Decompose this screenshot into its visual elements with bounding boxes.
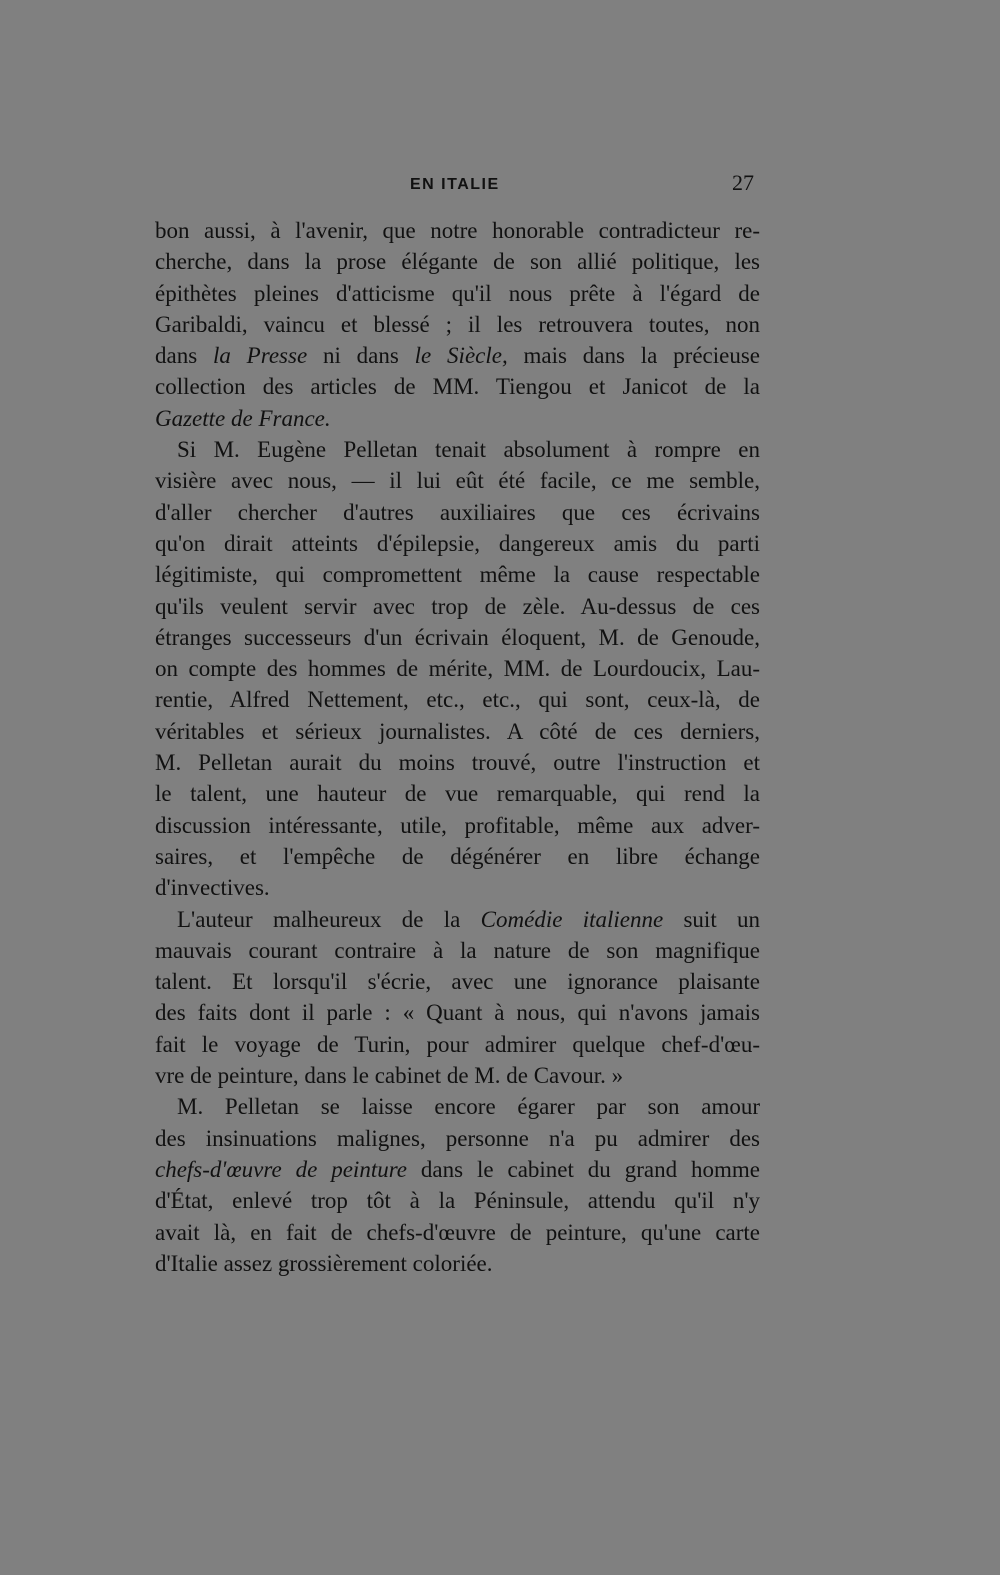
text-line: vre de peinture, dans le cabinet de M. de Cavour. » xyxy=(155,1063,624,1089)
text-line: véritables et sérieux journalistes. A côté de ces derniers, xyxy=(155,718,760,744)
text-line xyxy=(155,403,760,434)
text-line: collection des articles de MM. Tiengou et Janicot de la xyxy=(155,374,760,400)
text-line: M. Pelletan aurait du moins trouvé, outre l'instruction et xyxy=(155,750,760,776)
italic-phrase: chefs-d'œuvre de peinture xyxy=(155,1156,408,1182)
italic-title: Comédie italienne xyxy=(480,906,664,932)
text-line: dans la Presse ni dans le Siècle, mais dans la précieuse xyxy=(155,343,760,369)
running-head xyxy=(156,170,756,200)
text-line: rentie, Alfred Nettement, etc., etc., qui sont, ceux-là, de xyxy=(155,687,760,713)
text-line: d'aller chercher d'autres auxiliaires que ces écrivains xyxy=(155,499,760,525)
body-text xyxy=(155,215,760,1279)
text-line: visière avec nous, — il lui eût été facile, ce me semble, xyxy=(155,468,760,494)
text-line: avait là, en fait de chefs-d'œuvre de peinture, qu'une carte xyxy=(155,1219,760,1245)
text-line: talent. Et lorsqu'il s'écrie, avec une ignorance plaisante xyxy=(155,969,760,995)
text-line: saires, et l'empêche de dégénérer en libre échange xyxy=(155,843,760,869)
text-line: fait le voyage de Turin, pour admirer quelque chef-d'œu- xyxy=(155,1031,760,1057)
text-line: L'auteur malheureux de la Comédie italienne suit un xyxy=(177,906,760,932)
text-line: Si M. Eugène Pelletan tenait absolument à rompre en xyxy=(177,437,760,463)
text-line: légitimiste, qui compromettent même la cause respectable xyxy=(155,562,760,588)
text-line: épithètes pleines d'atticisme qu'il nous prête à l'égard de xyxy=(155,280,760,306)
text-line: d'État, enlevé trop tôt à la Péninsule, attendu qu'il n'y xyxy=(155,1188,760,1214)
text-line: Garibaldi, vaincu et blessé ; il les retrouvera toutes, non xyxy=(155,311,760,337)
text-line: des insinuations malignes, personne n'a pu admirer des xyxy=(155,1125,760,1151)
italic-title: le Siècle, xyxy=(414,343,508,369)
text-line: M. Pelletan se laisse encore égarer par son amour xyxy=(177,1094,760,1120)
text-line: cherche, dans la prose élégante de son allié politique, les xyxy=(155,249,760,275)
text-line: qu'ils veulent servir avec trop de zèle. Au-dessus de ces xyxy=(155,593,760,619)
italic-title: la Presse xyxy=(212,343,308,369)
text-line: des faits dont il parle : « Quant à nous, qui n'avons jamais xyxy=(155,1000,760,1026)
italic-title: Gazette de France. xyxy=(155,405,331,431)
text-line: mauvais courant contraire à la nature de son magnifique xyxy=(155,937,760,963)
text-line: chefs-d'œuvre de peinture dans le cabinet du grand homme xyxy=(155,1156,760,1182)
text-line: bon aussi, à l'avenir, que notre honorable contradicteur re- xyxy=(155,218,760,243)
running-title: EN ITALIE xyxy=(410,176,500,193)
text-line: discussion intéressante, utile, profitable, même aux adver- xyxy=(155,812,760,838)
page-number: 27 xyxy=(732,170,754,195)
text-line: le talent, une hauteur de vue remarquable, qui rend la xyxy=(155,781,760,807)
text-line: d'Italie assez grossièrement coloriée. xyxy=(155,1250,493,1276)
text-line: qu'on dirait atteints d'épilepsie, dangereux amis du parti xyxy=(155,530,760,556)
text-line: d'invectives. xyxy=(155,875,270,901)
text-line: étranges successeurs d'un écrivain éloquent, M. de Genoude, xyxy=(155,624,760,650)
text-line: on compte des hommes de mérite, MM. de Lourdoucix, Lau- xyxy=(155,656,760,682)
